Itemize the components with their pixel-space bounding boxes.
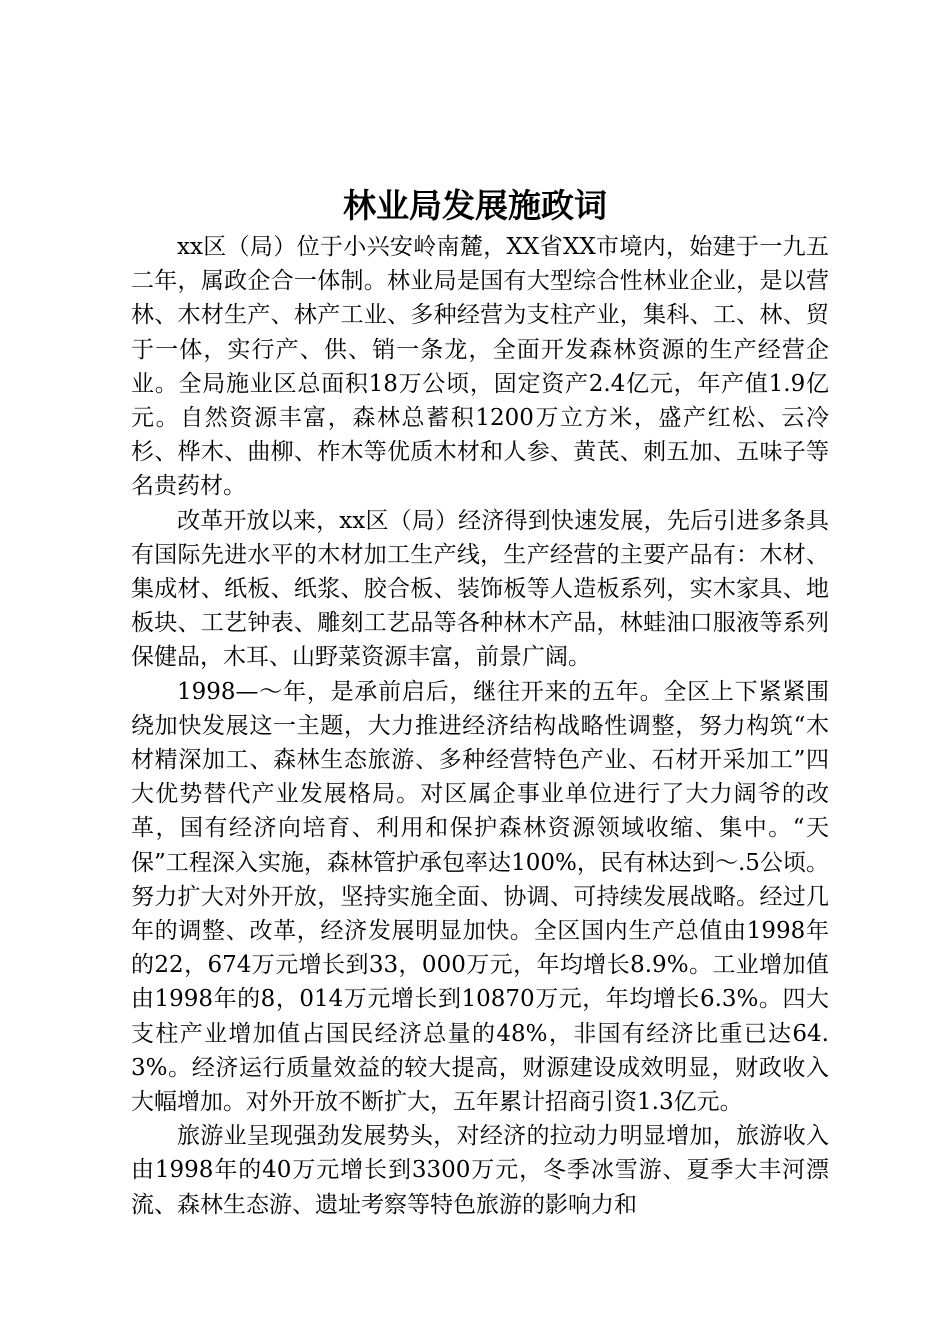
paragraph-4: 旅游业呈现强劲发展势头，对经济的拉动力明显增加，旅游收入由1998年的40万元增长到3300万元，冬季冰雪游、夏季大丰河漂流、森林生态游、遗址考察等特色旅游的影响力和	[131, 1123, 829, 1218]
document-body	[131, 230, 829, 1222]
document-title: 林业局发展施政词	[343, 186, 607, 225]
paragraph-3: 1998—～年，是承前启后，继往开来的五年。全区上下紧紧围绕加快发展这一主题，大力推进经济结构战略性调整，努力构筑“木材精深加工、森林生态旅游、多种经营特色产业、石材开采加工”四大优势替代产业发展格局。对区属企事业单位进行了大力阔爷的改革，国有经济向培育、利用和保护森林资源领域收缩、集中。“天保”工程深入实施，森林管护承包率达100%，民有林达到～.5公顷。努力扩大对外开放，坚持实施全面、协调、可持续发展战略。经过几年的调整、改革，经济发展明显加快。全区国内生产总值由1998年的22，674万元增长到33，000万元，年均增长8.9%。工业增加值由1998年的8，014万元增长到10870万元，年均增长6.3%。四大支柱产业增加值占国民经济总量的48%，非国有经济比重已达64.3%。经济运行质量效益的较大提高，财源建设成效明显，财政收入大幅增加。对外开放不断扩大，五年累计招商引资1.3亿元。	[131, 678, 829, 1116]
paragraph-1: xx区（局）位于小兴安岭南麓，XX省XX市境内，始建于一九五二年，属政企合一体制。林业局是国有大型综合性林业企业，是以营林、木材生产、林产工业、多种经营为支柱产业，集科、工、林、贸于一体，实行产、供、销一条龙，全面开发森林资源的生产经营企业。全局施业区总面积18万公顷，固定资产2.4亿元，年产值1.9亿元。自然资源丰富，森林总蓄积1200万立方米，盛产红松、云冷杉、桦木、曲柳、柞木等优质木材和人参、黄芪、刺五加、五味子等名贵药材。	[131, 234, 829, 500]
paragraph-2: 改革开放以来，xx区（局）经济得到快速发展，先后引进多条具有国际先进水平的木材加工生产线，生产经营的主要产品有：木材、集成材、纸板、纸浆、胶合板、装饰板等人造板系列，实木家具、地板块、工艺钟表、雕刻工艺品等各种林木产品，林蛙油口服液等系列保健品，木耳、山野菜资源丰富，前景广阔。	[131, 507, 829, 671]
